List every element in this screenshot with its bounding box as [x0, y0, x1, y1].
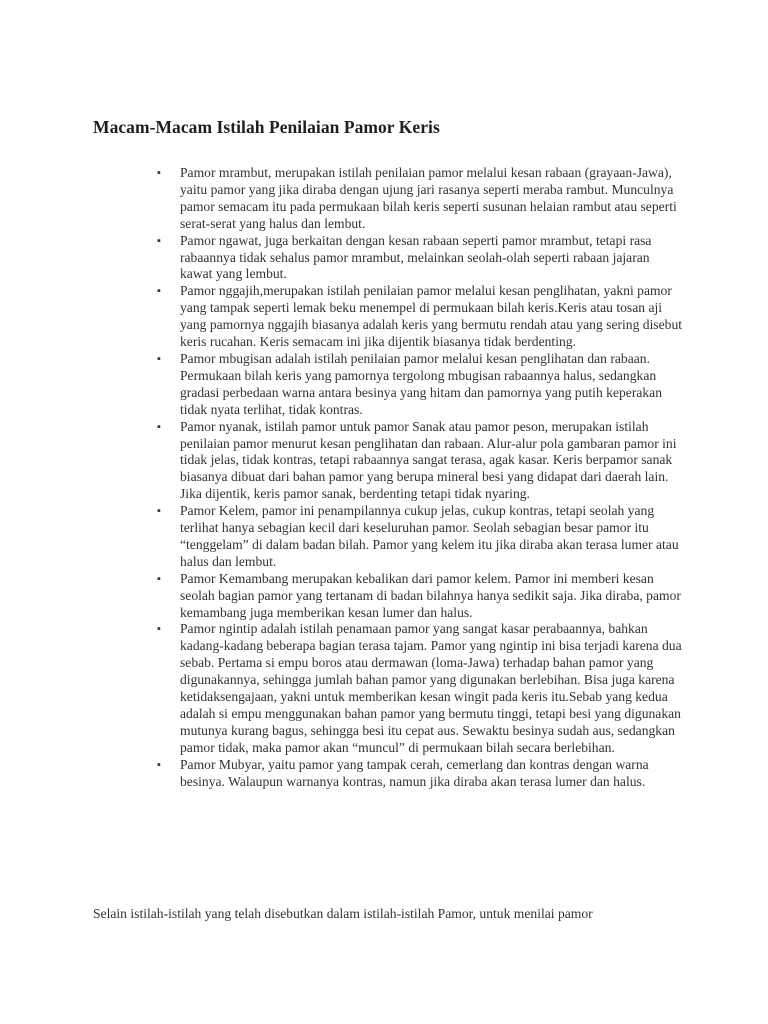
list-item	[155, 233, 685, 284]
closing-paragraph: Selain istilah-istilah yang telah disebutkan dalam istilah-istilah Pamor, untuk menilai pamor	[93, 906, 593, 921]
list-item-text: Pamor Kemambang merupakan kebalikan dari pamor kelem. Pamor ini memberi kesan seolah bagian pamor yang tertanam di badan bilahnya hanya sedikit saja. Jika diraba, pamor kemambang juga memberikan kesan lumer dan halus.	[180, 570, 681, 620]
list-item-text: Pamor mrambut, merupakan istilah penilaian pamor melalui kesan rabaan (grayaan-Jawa), yaitu pamor yang jika diraba dengan ujung jari rasanya seperti meraba rambut. Munculnya pamor semacam itu pada permukaan bilah keris seperti susunan helaian rambut atau seperti serat-serat yang halus dan lembut.	[180, 165, 677, 231]
list-item	[155, 283, 685, 351]
bullet-icon: ▪	[157, 758, 161, 771]
list-item	[155, 351, 685, 419]
document-title: Macam-Macam Istilah Penilaian Pamor Keris	[93, 117, 440, 137]
bullet-icon: ▪	[157, 352, 161, 365]
bullet-icon: ▪	[157, 167, 161, 179]
list-item	[155, 165, 685, 233]
list-item-text: Pamor Kelem, pamor ini penampilannya cukup jelas, cukup kontras, tetapi seolah yang terlihat hanya sebagian kecil dari keseluruhan pamor. Seolah sebagian besar pamor itu “tenggelam” di dalam badan bilah. Pamor yang kelem itu jika diraba akan terasa lumer atau halus dan lembut.	[180, 503, 679, 569]
pamor-term-list	[155, 165, 685, 791]
list-item-text: Pamor nyanak, istilah pamor untuk pamor Sanak atau pamor peson, merupakan istilah penilaian pamor menurut kesan penglihatan dan rabaan. Alur-alur pola gambaran pamor ini tidak jelas, tidak kontras, tetapi rabaannya sangat terasa, agak kasar. Keris berpamor sanak biasanya dibuat dari bahan pamor yang berupa mineral besi yang didapat dari daerah lain. Jika dijentik, keris pamor sanak, berdenting tetapi tidak nyaring.	[180, 418, 677, 502]
bullet-icon: ▪	[157, 234, 161, 247]
list-item-text: Pamor Mubyar, yaitu pamor yang tampak cerah, cemerlang dan kontras dengan warna besinya. Walaupun warnanya kontras, namun jika diraba akan terasa lumer dan halus.	[180, 756, 649, 789]
list-item	[155, 757, 685, 791]
bullet-icon: ▪	[157, 572, 161, 585]
bullet-icon: ▪	[157, 285, 161, 298]
list-item	[155, 419, 685, 504]
list-item-text: Pamor mbugisan adalah istilah penilaian pamor melalui kesan penglihatan dan rabaan. Permukaan bilah keris yang pamornya tergolong mbugisan rabaannya halus, sedangkan gradasi perbedaan warna antara besinya yang hitam dan pamornya yang putih keperakan tidak nyata terlihat, tidak kontras.	[180, 350, 663, 417]
bullet-icon: ▪	[157, 623, 161, 636]
list-item	[155, 571, 685, 622]
bullet-icon: ▪	[157, 420, 161, 433]
list-item-text: Pamor ngawat, juga berkaitan dengan kesan rabaan seperti pamor mrambut, tetapi rasa rabaannya tidak sehalus pamor mrambut, melainkan seolah-olah seperti rabaan jajaran kawat yang lembut.	[180, 232, 652, 282]
bullet-icon: ▪	[157, 505, 161, 518]
list-item-text: Pamor ngintip adalah istilah penamaan pamor yang sangat kasar perabaannya, bahkan kadang-kadang beberapa bagian terasa tajam. Pamor yang ngintip ini bisa terjadi karena dua sebab. Pertama si empu boros atau dermawan (loma-Jawa) terhadap bahan pamor yang digunakannya, sehingga jumlah bahan pamor yang digunakan berlebihan. Bisa juga karena ketidaksengajaan, yakni untuk memberikan kesan wingit pada keris itu.Sebab yang kedua adalah si empu menggunakan bahan pamor yang bermutu tinggi, tetapi besi yang digunakan mutunya kurang bagus, sehingga besi itu cepat aus. Sewaktu besinya sudah aus, sedangkan pamor tidak, maka pamor akan “muncul” di permukaan bilah secara berlebihan.	[180, 621, 682, 755]
list-item-text: Pamor nggajih,merupakan istilah penilaian pamor melalui kesan penglihatan, yakni pamor yang tampak seperti lemak beku menempel di permukaan bilah keris.Keris atau tosan aji yang pamornya nggajih biasanya adalah keris yang bermutu rendah atau yang sering disebut keris rucahan. Keris semacam ini jika dijentik biasanya tidak berdenting.	[180, 283, 683, 350]
list-item	[155, 621, 685, 756]
list-item	[155, 503, 685, 571]
